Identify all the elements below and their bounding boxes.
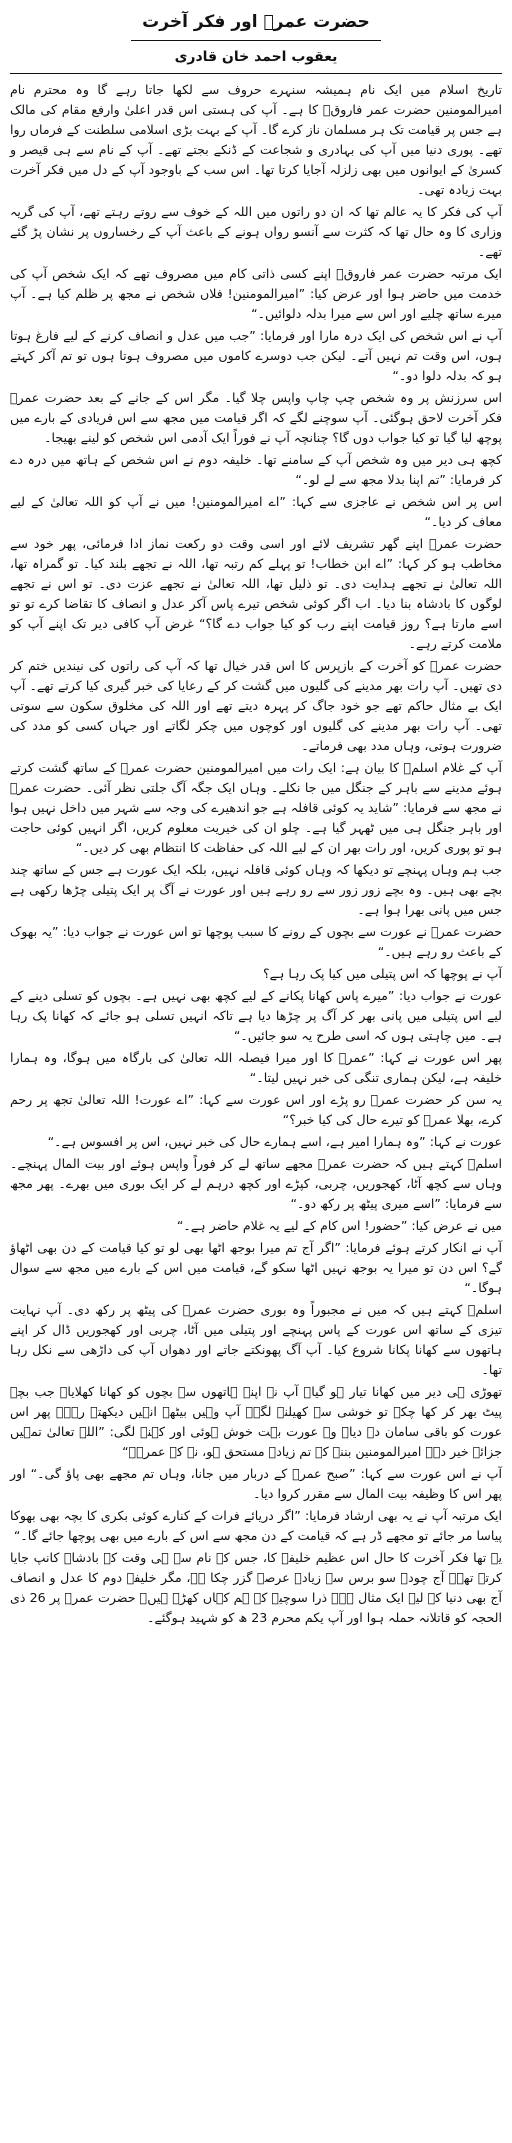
title-divider — [131, 40, 381, 41]
article-paragraph: آپ نے انکار کرتے ہوئے فرمایا: ”اگر آج تم میرا بوجھ اٹھا بھی لو تو کیا قیامت کے دن بھی اٹھاؤ گے؟ اس دن تو میرا یہ بوجھ نہیں اٹھا سکو گے، قیامت میں اس کے بارے میں مجھ سے سوال ہوگا۔“ — [10, 1240, 502, 1295]
article-paragraph: آپ نے پوچھا کہ اس پتیلی میں کیا پک رہا ہے؟ — [262, 966, 502, 981]
article-paragraph: کچھ ہی دیر میں وہ شخص آپ کے سامنے تھا۔ خلیفہ دوم نے اس شخص کے ہاتھ میں درہ دے کر فرمایا: ”تم اپنا بدلا مجھ سے لے لو۔“ — [10, 452, 502, 487]
article-paragraph: آپ نے اس شخص کی ایک درہ مارا اور فرمایا: ”جب میں عدل و انصاف کرنے کے لیے فارغ ہوتا ہوں، اس وقت تم نہیں آتے۔ لیکن جب دوسرے کاموں میں مصروف ہوتا ہوں تو تم آکر کہتے ہو کہ بدلہ دلوا دو۔“ — [10, 328, 502, 383]
article-paragraph: عورت نے جواب دیا: ”میرے پاس کھانا پکانے کے لیے کچھ بھی نہیں ہے۔ بچوں کو تسلی دینے کے لیے اس پتیلی میں پانی بھر کر آگ پر چڑھا دیا ہے تاکہ انہیں تسلی ہو جائے کہ کھانا پک رہا ہے۔ میں چاہتی ہوں کہ اسی طرح یہ سو جائیں۔“ — [10, 988, 502, 1043]
article-header — [10, 8, 502, 74]
article-paragraph: اسلمؓ کہتے ہیں کہ حضرت عمرؓ مجھے ساتھ لے کر فوراً واپس ہوئے اور بیت المال پہنچے۔ وہاں سے کچھ آٹا، کھجوریں، چربی، کپڑے اور کچھ درہم لے کر ایک بوری میں بھرے۔ پھر مجھ سے فرمایا: ”اسے میری پیٹھ پر رکھ دو۔“ — [10, 1156, 502, 1211]
article-paragraph: اسلمؓ کہتے ہیں کہ میں نے مجبوراً وہ بوری حضرت عمرؓ کی پیٹھ پر رکھ دی۔ آپ نہایت تیزی کے ساتھ اس عورت کے پاس پہنچے اور پتیلی میں آٹا، چربی اور کھجوریں ڈال کر اپنے ہاتھوں سے کھانا پکانا شروع کیا۔ آپ آگ پھونکتے جاتے اور دھواں آپ کی داڑھی سے نکل رہا تھا۔ — [10, 1302, 502, 1377]
article-paragraph: جب ہم وہاں پہنچے تو دیکھا کہ وہاں کوئی قافلہ نہیں، بلکہ ایک عورت ہے جس کے ساتھ چند بچے بھی ہیں۔ وہ بچے زور زور سے رو رہے ہیں اور عورت نے آگ پر ایک پتیلی چڑھا رکھی ہے جس میں پانی بھرا ہوا ہے۔ — [10, 862, 502, 917]
article-title: حضرت عمرؓ اور فکر آخرت — [142, 12, 370, 32]
article-paragraph: یہ تھا فکر آخرت کا حال اس عظیم خلیفہ کا، جس کے نام سے ہی وقت کے بادشاہ کانپ جایا کرتے تھے۔ آج چودہ سو برس سے زیادہ عرصہ گزر چکا ہے، مگر خلیفہ دوم کا عدل و انصاف آج بھی دنیا کے لیے ایک مثال ہے۔ ذرا سوچیے کہ ہم کہاں کھڑے ہیں۔ حضرت عمرؓ پر 26 ذی الحجہ کو قاتلانہ حملہ ہوا اور آپ یکم محرم 23 ھ کو شہید ہوگئے۔ — [10, 1550, 502, 1625]
article-paragraph: یہ سن کر حضرت عمرؓ رو پڑے اور اس عورت سے کہا: ”اے عورت! اللہ تعالیٰ تجھ پر رحم کرے، بھلا عمرؓ کو تیرے حال کی کیا خبر؟“ — [10, 1092, 502, 1127]
article-paragraph: اس پر اس شخص نے عاجزی سے کہا: ”اے امیرالمومنین! میں نے آپ کو اللہ تعالیٰ کے لیے معاف کر دیا۔“ — [10, 494, 502, 529]
article-paragraph: حضرت عمرؓ نے عورت سے بچوں کے رونے کا سبب پوچھا تو اس عورت نے جواب دیا: ”یہ بھوک کے باعث رو رہے ہیں۔“ — [10, 924, 502, 959]
article-paragraph: ایک مرتبہ حضرت عمر فاروقؓ اپنے کسی ذاتی کام میں مصروف تھے کہ ایک شخص آپ کی خدمت میں حاضر ہوا اور عرض کیا: ”امیرالمومنین! فلاں شخص نے مجھ پر ظلم کیا ہے۔ آپ میرے ساتھ چلیے اور اس سے میرا بدلہ دلوائیں۔“ — [10, 266, 502, 321]
article-paragraph: تھوڑی ہی دیر میں کھانا تیار ہو گیا۔ آپ نے اپنے ہاتھوں سے بچوں کو کھانا کھلایا۔ جب بچے پیٹ بھر کر کھا چکے تو خوشی سے کھیلنے لگے۔ آپ وہیں بیٹھے انہیں دیکھتے رہے۔ پھر اس عورت کو باقی سامان دے دیا۔ وہ عورت بہت خوش ہوئی اور کہنے لگی: ”اللہ تعالیٰ تمہیں جزائے خیر دے۔ امیرالمومنین بننے کے تم زیادہ مستحق ہو، نہ کہ عمرؓ۔“ — [10, 1384, 502, 1459]
article-paragraph: حضرت عمرؓ کو آخرت کے بازپرس کا اس قدر خیال تھا کہ آپ کی راتوں کی نیندیں ختم کر دی تھیں۔ آپ رات بھر مدینے کی گلیوں میں گشت کر کے رعایا کی خبر گیری کیا کرتے تھے۔ آپ ایک بے مثال حاکم تھے جو خود جاگ کر پہرہ دیتے تھے اور اللہ کی مخلوق سکون سے سوتی تھی۔ آپ رات بھر مدینے کی گلیوں اور کوچوں میں چکر لگاتے اور جہاں کسی کو مدد کی ضرورت ہوتی، وہاں مدد بھی فرماتے۔ — [10, 658, 502, 753]
article-paragraph: میں نے عرض کیا: ”حضور! اس کام کے لیے یہ غلام حاضر ہے۔“ — [176, 1218, 502, 1233]
header-divider — [10, 73, 502, 74]
article-paragraph: پھر اس عورت نے کہا: ”عمرؓ کا اور میرا فیصلہ اللہ تعالیٰ کی بارگاہ میں ہوگا، وہ ہمارا خلیفہ ہے، لیکن ہماری تنگی کی خبر نہیں لیتا۔“ — [10, 1050, 502, 1085]
article-paragraph: ایک مرتبہ آپ نے یہ بھی ارشاد فرمایا: ”اگر دریائے فرات کے کنارے کوئی بکری کا بچہ بھی بھوکا پیاسا مر جائے تو مجھے ڈر ہے کہ قیامت کے دن مجھ سے اس کے بارے میں بھی پوچھا جائے گا۔“ — [10, 1508, 502, 1543]
article-paragraph: عورت نے کہا: ”وہ ہمارا امیر ہے، اسے ہمارے حال کی خبر نہیں، اس پر افسوس ہے۔“ — [47, 1134, 502, 1149]
article-paragraph: تاریخ اسلام میں ایک نام ہمیشہ سنہرے حروف سے لکھا جاتا رہے گا وہ محترم نام امیرالمومنین حضرت عمر فاروقؓ کا ہے۔ آپ کی ہستی اس قدر اعلیٰ وارفع مقام کی مالک ہے جس پر قیامت تک ہر مسلمان ناز کرے گا۔ آپ کے بہت بڑی اسلامی سلطنت کے فرماں روا تھے۔ پوری دنیا میں آپ کی بہادری و شجاعت کے ڈنکے بجتے تھے۔ آپ کے نام سے ہی قیصر و کسریٰ کے ایوانوں میں بھی زلزلہ آجایا کرتا تھا۔ اس سب کے باوجود آپ کے دل میں فکر آخرت بہت زیادہ تھی۔ — [10, 82, 502, 197]
article-paragraph: آپ کے غلام اسلمؓ کا بیان ہے: ایک رات میں امیرالمومنین حضرت عمرؓ کے ساتھ گشت کرتے ہوئے مدینے سے باہر کے جنگل میں جا نکلے۔ وہاں ایک جگہ آگ جلتی نظر آئی۔ حضرت عمرؓ نے مجھ سے فرمایا: ”شاید یہ کوئی قافلہ ہے جو اندھیرے کی وجہ سے شہر میں داخل نہیں ہوا اور باہر جنگل ہی میں ٹھہر گیا ہے۔ چلو ان کی خیریت معلوم کریں، اگر انہیں کوئی حاجت ہو تو پوری کریں، اور رات بھر ان کے لیے اللہ کی حفاظت کا انتظام بھی کر دیں۔“ — [10, 760, 502, 855]
article-author: یعقوب احمد خان قادری — [174, 49, 338, 65]
article-body — [10, 80, 502, 1628]
article-paragraph: آپ کی فکر کا یہ عالم تھا کہ ان دو راتوں میں اللہ کے خوف سے روتے رہتے تھے، آپ کی گریہ وزاری کا وہ حال تھا کہ کثرت سے آنسو رواں ہونے کے باعث آپ کے رخساروں پر نشان پڑ گئے تھے۔ — [10, 204, 502, 259]
article-paragraph: اس سرزنش پر وہ شخص چپ چاپ واپس چلا گیا۔ مگر اس کے جانے کے بعد حضرت عمرؓ فکر آخرت لاحق ہوگئی۔ آپ سوچنے لگے کہ اگر قیامت میں مجھ سے اس فریادی کے بارے میں پوچھ لیا گیا تو کیا جواب دوں گا؟ چنانچہ آپ نے فوراً ایک آدمی اس شخص کو لینے بھیجا۔ — [10, 390, 502, 445]
article-paragraph: آپ نے اس عورت سے کہا: ”صبح عمرؓ کے دربار میں جانا، وہاں تم مجھے بھی پاؤ گی۔“ اور پھر اس کا وظیفہ بیت المال سے مقرر کروا دیا۔ — [10, 1466, 502, 1501]
article-paragraph: حضرت عمرؓ اپنے گھر تشریف لائے اور اسی وقت دو رکعت نماز ادا فرمائی، پھر خود سے مخاطب ہو کر کہا: ”اے ابن خطاب! تو پہلے کم رتبہ تھا، اللہ نے تجھے بلند کیا۔ تو گمراہ تھا، اللہ تعالیٰ نے تجھے ہدایت دی۔ تو ذلیل تھا، اللہ تعالیٰ نے تجھے عزت دی۔ تو اس نے تجھے لوگوں کا بادشاہ بنا دیا۔ اب اگر کوئی شخص تیرے پاس آکر عدل و انصاف کا تقاضا کرے تو تو اسے مارتا ہے؟ روز قیامت اپنے رب کو کیا جواب دے گا؟“ غرض آپ کافی دیر تک اپنے آپ کو ملامت کرتے رہے۔ — [10, 536, 502, 651]
